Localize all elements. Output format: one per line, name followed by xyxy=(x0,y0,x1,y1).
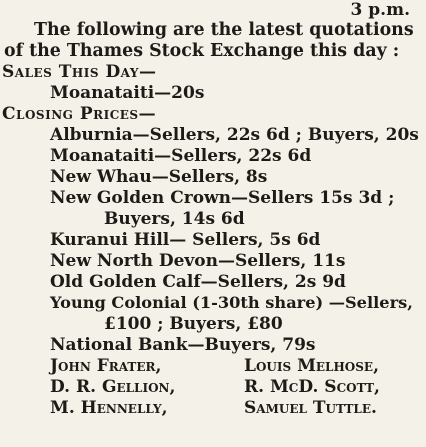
closing-item: Old Golden Calf—Sellers, 2s 9d xyxy=(50,272,346,292)
closing-item-continued: Buyers, 14s 6d xyxy=(104,209,245,229)
closing-item: New North Devon—Sellers, 11s xyxy=(50,251,346,271)
closing-item-continued: £100 ; Buyers, £80 xyxy=(104,314,283,334)
signatory-left: M. Hennelly, xyxy=(50,398,168,418)
closing-item: New Golden Crown—Sellers 15s 3d ; xyxy=(50,188,395,208)
closing-item: Kuranui Hill— Sellers, 5s 6d xyxy=(50,230,321,250)
intro-line-1: The following are the latest quotations xyxy=(34,20,414,40)
closing-heading: Closing Prices— xyxy=(2,104,157,124)
closing-item: Moanataiti—Sellers, 22s 6d xyxy=(50,146,312,166)
signatory-right: Samuel Tuttle. xyxy=(244,398,377,418)
closing-item: New Whau—Sellers, 8s xyxy=(50,167,268,187)
signatory-left: John Frater, xyxy=(50,356,162,376)
sales-item: Moanataiti—20s xyxy=(50,83,205,103)
signatory-left: D. R. Gellion, xyxy=(50,377,176,397)
intro-line-2: of the Thames Stock Exchange this day : xyxy=(4,41,400,61)
time-stamp: 3 p.m. xyxy=(350,0,410,20)
sales-heading: Sales This Day— xyxy=(2,62,157,82)
closing-item: Alburnia—Sellers, 22s 6d ; Buyers, 20s xyxy=(50,125,419,145)
signatory-right: Louis Melhose, xyxy=(244,356,379,376)
signatory-right: R. McD. Scott, xyxy=(244,377,380,397)
closing-item: Young Colonial (1-30th share) —Sellers, xyxy=(50,293,413,312)
closing-item: National Bank—Buyers, 79s xyxy=(50,335,316,355)
